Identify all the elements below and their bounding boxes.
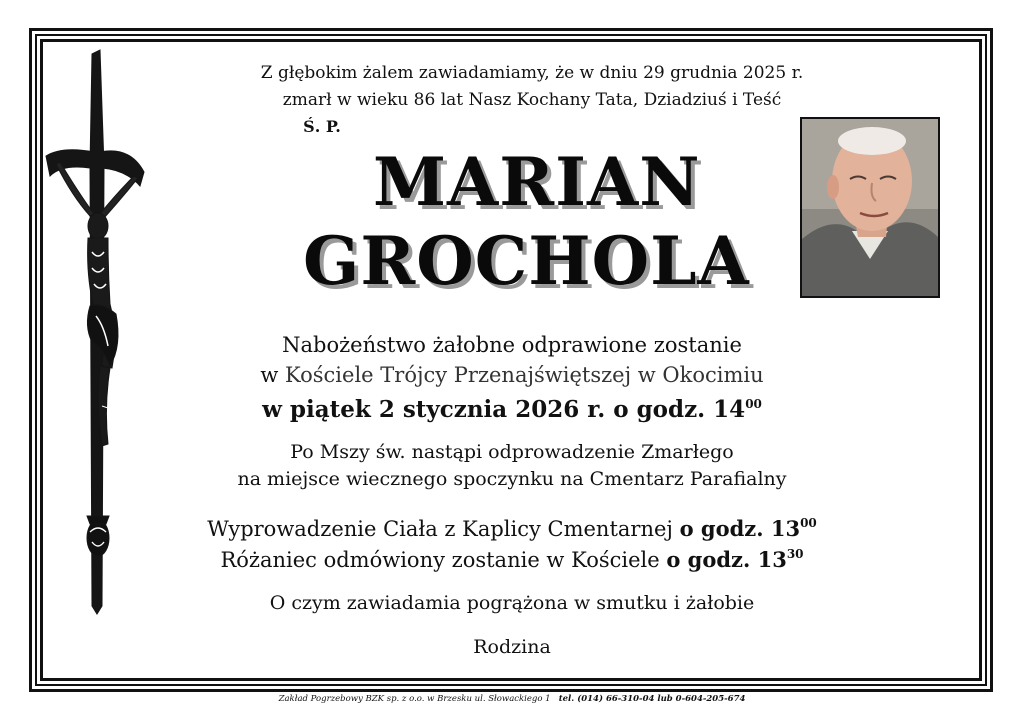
church-name: Kościele Trójcy Przenajświętszej w Okocimiu <box>285 363 764 387</box>
footer-company: Zakład Pogrzebowy BZK sp. z o.o. w Brzesku ul. Słowackiego 1 <box>278 694 551 704</box>
procession-text: Wyprowadzenie Ciała z Kaplicy Cmentarnej <box>207 517 673 541</box>
rosary-text: Różaniec odmówiony zostanie w Kościele <box>220 548 660 572</box>
service-prefix: w <box>260 363 279 387</box>
last-name: GROCHOLA <box>303 222 750 300</box>
footer-phone: tel. (014) 66-310-04 lub 0-604-205-674 <box>558 694 746 704</box>
procession-time: o godz. 13 <box>679 516 801 541</box>
intro-line-1: Z głębokim żalem zawiadamiamy, że w dniu 29 grudnia 2025 r. <box>260 63 804 83</box>
rosary-time: o godz. 13 <box>666 547 787 572</box>
rosary-line <box>0 547 1024 572</box>
procession-line <box>0 516 1024 541</box>
footer <box>0 694 1024 704</box>
burial-line-1: Po Mszy św. nastąpi odprowadzenie Zmarłego <box>290 441 734 463</box>
service-date <box>0 396 1024 423</box>
first-name: MARIAN <box>373 143 701 221</box>
procession-minutes: 00 <box>800 516 817 530</box>
signature: Rodzina <box>473 636 551 658</box>
sp-abbreviation: Ś. P. <box>303 117 341 136</box>
burial-line-2: na miejsce wiecznego spoczynku na Cmentarz Parafialny <box>237 468 787 490</box>
service-date-minutes: 00 <box>745 397 762 411</box>
closing-line: O czym zawiadamia pogrążona w smutku i żałobie <box>269 592 755 614</box>
intro-line-2: zmarł w wieku 86 lat Nasz Kochany Tata, Dziadziuś i Teść <box>282 90 782 110</box>
service-line-1: Nabożeństwo żałobne odprawione zostanie <box>282 333 742 357</box>
service-line-2 <box>0 363 1024 387</box>
service-date-text: w piątek 2 stycznia 2026 r. o godz. 14 <box>262 396 746 423</box>
rosary-minutes: 30 <box>786 547 804 561</box>
